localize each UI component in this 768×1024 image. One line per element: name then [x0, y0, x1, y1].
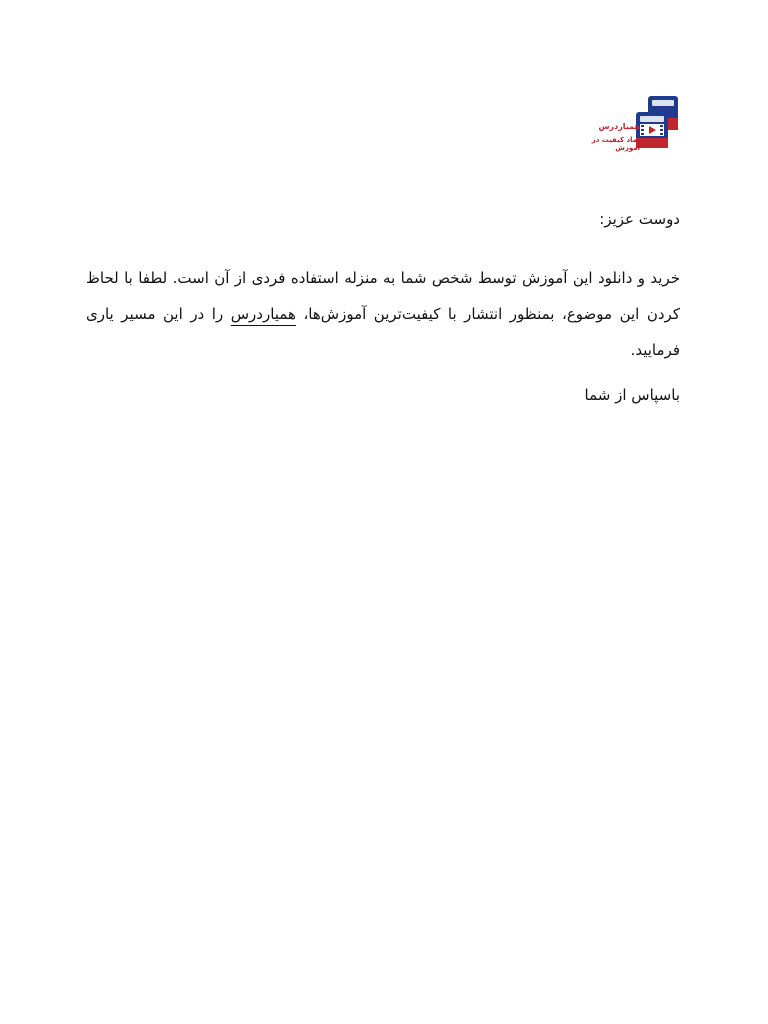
- logo-brand-name: همیاردرس: [598, 122, 640, 131]
- hamyardars-link[interactable]: همیاردرس: [230, 305, 296, 323]
- letter-thanks: باسپاس از شما: [584, 386, 680, 404]
- letter-body: [86, 206, 680, 408]
- letter-greeting: دوست عزیز:: [599, 210, 680, 228]
- hamyardars-logo: [582, 94, 682, 154]
- paragraph-text-start: خرید و دانلود این آموزش توسط شخص شما به منزله استفاده فردی از آن است. لطفا با لحاظ کردن این موضوع، بمنظور انتشار با کیفیت‌ترین آموزش‌ها،: [86, 269, 680, 323]
- letter-paragraph: [86, 260, 680, 368]
- paragraph-text-end: را در این مسیر یاری فرمایید.: [86, 305, 680, 359]
- logo-tagline: نماد کیفیت در آموزش: [591, 136, 640, 152]
